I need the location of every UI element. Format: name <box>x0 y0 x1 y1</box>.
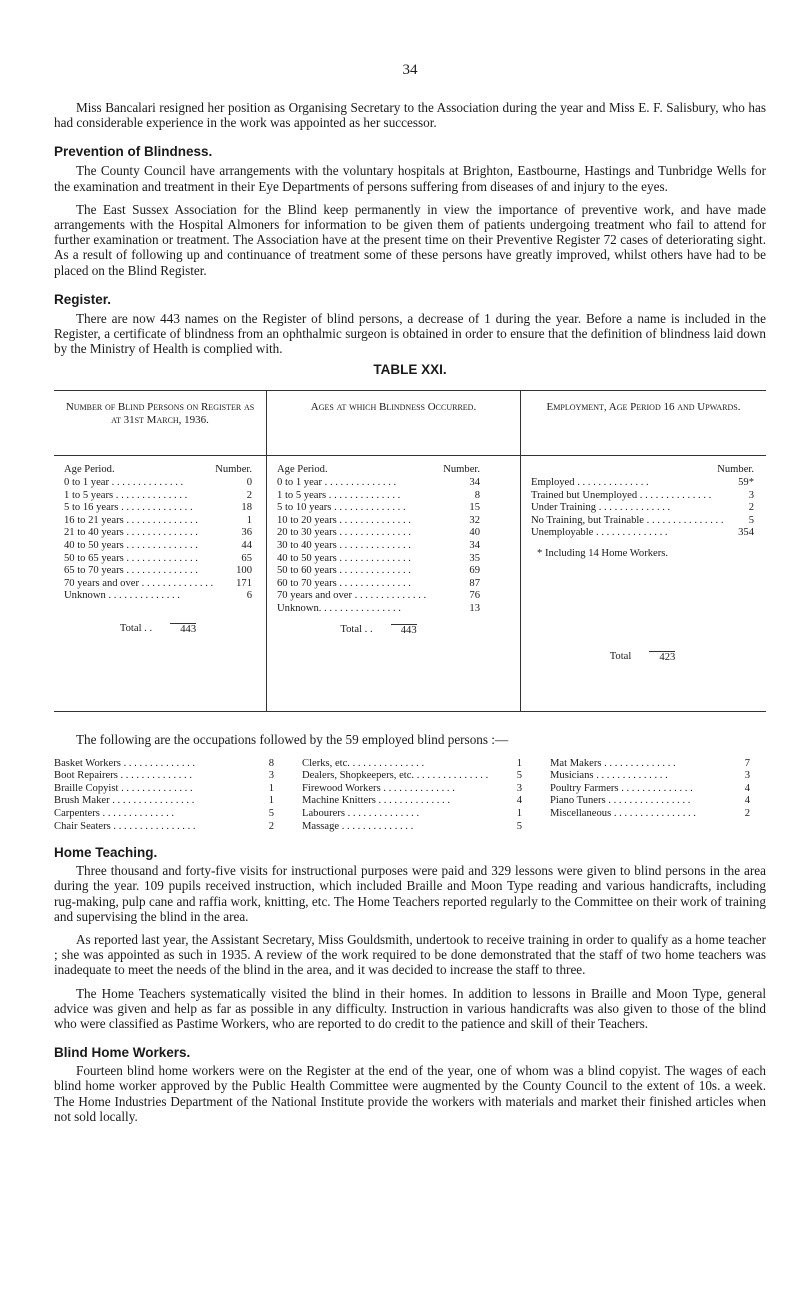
row-value: 5 <box>516 820 522 832</box>
row-label: Miscellaneous . . . . <box>550 808 720 821</box>
total-value: 443 <box>170 623 196 637</box>
row-value: 3 <box>516 782 522 794</box>
row-value: 3 <box>744 770 750 782</box>
row-value: 59* <box>738 477 754 489</box>
table-row <box>277 565 480 578</box>
row-value: 40 <box>469 527 480 539</box>
table-row <box>550 770 750 783</box>
table-row <box>302 783 522 796</box>
row-label: Piano Tuners . . . . <box>550 795 720 808</box>
table-row <box>302 758 522 771</box>
row-value: 5 <box>748 514 754 526</box>
row-label: Firewood Workers . . <box>302 783 492 796</box>
row-label: Boot Repairers . . <box>54 770 244 783</box>
row-value: 34 <box>469 540 480 551</box>
table-row <box>277 477 480 490</box>
row-value: 36 <box>241 527 252 539</box>
row-value: 0 <box>246 477 252 489</box>
register-heading: Register. <box>54 291 112 307</box>
prevention-heading: Prevention of Blindness. <box>54 144 213 160</box>
row-value: 3 <box>748 489 754 501</box>
blind-home-workers-heading: Blind Home Workers. <box>54 1045 191 1061</box>
table-title: TABLE XXI. <box>373 362 447 378</box>
total-value: 423 <box>649 651 675 665</box>
table-row <box>54 795 274 808</box>
row-value: 1 <box>516 757 522 769</box>
table-row <box>54 770 274 783</box>
row-label: Brush Maker . . . . <box>54 795 244 808</box>
table-row <box>550 758 750 771</box>
row-label: 1 to 5 years . . <box>277 490 450 503</box>
row-value: 15 <box>469 502 480 514</box>
number-head: Number. <box>443 464 480 476</box>
table-row <box>54 821 274 834</box>
row-value: 35 <box>469 552 480 564</box>
table-row <box>277 490 480 503</box>
row-label: Unknown. . . . <box>277 603 450 616</box>
row-label: 0 to 1 year . . <box>277 477 450 490</box>
prevention-p2: The East Sussex Association for the Blind keep permanently in view the importance of preventive work, and have made arrangements with the Hospital Almoners for information to be given them of patients undergoing treatment who fail to attend for further examination or treatment. The Association have at the present time on their Preventive Register 72 cases of deteriorating sight. As a result of following up and continuance of treatment some of these persons have greatly improved, whilst others have had to be placed on the Blind Register. <box>54 201 766 278</box>
table-row <box>54 808 274 821</box>
row-label: Chair Seaters . . . . <box>54 821 244 834</box>
row-label: 16 to 21 years . . <box>64 515 222 528</box>
row-label: 21 to 40 years . . <box>64 527 222 540</box>
table-row <box>64 565 252 578</box>
table-row <box>277 540 480 553</box>
row-value: 44 <box>241 540 252 551</box>
row-label: Massage . . <box>302 821 492 834</box>
row-value: 354 <box>738 527 754 539</box>
row-value: 171 <box>236 577 252 589</box>
row-label: 0 to 1 year . . <box>64 477 222 490</box>
table-row <box>54 758 274 771</box>
row-label: Unemployable . . <box>531 527 724 540</box>
table-row <box>64 540 252 553</box>
table-row <box>302 821 522 834</box>
table-row <box>550 795 750 808</box>
row-value: 87 <box>469 577 480 589</box>
table-header-rule <box>54 455 766 456</box>
row-label: 40 to 50 years . . <box>277 553 450 566</box>
row-label: Employed . . <box>531 477 724 490</box>
age-period-head: Age Period. <box>277 464 328 476</box>
table-row <box>277 527 480 540</box>
table-row <box>64 515 252 528</box>
table-row <box>550 783 750 796</box>
column-header: Employment, Age Period 16 and Upwards. <box>546 401 741 414</box>
row-label: 60 to 70 years . . <box>277 578 450 591</box>
table-row <box>302 808 522 821</box>
row-label: Labourers . . <box>302 808 492 821</box>
table-row <box>277 553 480 566</box>
row-value: 13 <box>469 602 480 614</box>
table-row <box>277 515 480 528</box>
table-row <box>64 578 252 591</box>
row-label: Dealers, Shopkeepers, etc. . . <box>302 770 492 783</box>
row-label: 65 to 70 years . . <box>64 565 222 578</box>
row-value: 7 <box>744 757 750 769</box>
total-label: Total <box>609 650 632 662</box>
row-value: 18 <box>241 502 252 514</box>
table-row <box>531 477 754 490</box>
row-label: Basket Workers . . <box>54 758 244 771</box>
table-row <box>531 502 754 515</box>
table-divider <box>266 391 267 711</box>
row-value: 76 <box>469 590 480 602</box>
blind-home-workers-p1: Fourteen blind home workers were on the Register at the end of the year, one of whom was a blind copyist. The wages of each blind home worker approved by the Public Health Committee were augmented by the County Council to the extent of 10s. a week. The Home Industries Department of the National Institute provide the workers with materials and market their finished articles when not sold locally. <box>54 1063 766 1124</box>
table-row <box>550 808 750 821</box>
table-row <box>277 603 480 616</box>
home-teaching-p3: The Home Teachers systematically visited the blind in their homes. In addition to lessons in Braille and Moon Type, general advice was given and help as far as possible in any difficulty. Instruction in various handicrafts was also given to those of the blind who were classified as Pastime Workers, who are reported to do credit to the patience and skill of their Teachers. <box>54 985 766 1032</box>
total-value: 443 <box>391 624 417 638</box>
row-value: 8 <box>268 757 274 769</box>
home-teaching-p1: Three thousand and forty-five visits for instructional purposes were paid and 329 lessons were given to blind persons in the area during the year. 109 pupils received instruction, which included Braille and Moon Type reading and various handicrafts, including rug-making, pulp cane and raffia work, knitting, etc. The Home Teachers reported regularly to the Committee on their work of training and supervising the blind in the area. <box>54 863 766 924</box>
table-row <box>277 502 480 515</box>
row-label: Mat Makers . . <box>550 758 720 771</box>
row-value: 69 <box>469 565 480 577</box>
column-header: Number of Blind Persons on Register as at 31st March, 1936. <box>65 401 255 427</box>
table-row <box>64 502 252 515</box>
row-label: 50 to 65 years . . <box>64 553 222 566</box>
row-value: 2 <box>246 489 252 501</box>
row-value: 6 <box>246 590 252 602</box>
row-label: Machine Knitters . . <box>302 795 492 808</box>
table-row <box>302 795 522 808</box>
row-label: 1 to 5 years . . <box>64 490 222 503</box>
home-teaching-heading: Home Teaching. <box>54 845 158 861</box>
total-label: Total . . <box>340 623 373 635</box>
row-label: 10 to 20 years . . <box>277 515 450 528</box>
row-value: 32 <box>469 514 480 526</box>
row-label: 30 to 40 years . . <box>277 540 450 553</box>
row-value: 8 <box>474 489 480 501</box>
table-row <box>302 770 522 783</box>
row-label: No Training, but Trainable . . . . <box>531 515 724 528</box>
row-value: 2 <box>744 808 750 820</box>
row-label: 70 years and over . . <box>64 578 222 591</box>
table-row <box>64 490 252 503</box>
table-xxi <box>54 390 766 712</box>
row-label: Braille Copyist . . <box>54 783 244 796</box>
row-value: 4 <box>516 795 522 807</box>
row-label: 5 to 10 years . . <box>277 502 450 515</box>
row-label: Carpenters . . <box>54 808 244 821</box>
row-label: Under Training . . <box>531 502 724 515</box>
row-label: 70 years and over . . <box>277 590 450 603</box>
row-value: 2 <box>268 820 274 832</box>
row-value: 1 <box>268 795 274 807</box>
row-value: 5 <box>516 770 522 782</box>
row-value: 100 <box>236 565 252 577</box>
intro-paragraph: Miss Bancalari resigned her position as Organising Secretary to the Association during the year and Miss E. F. Salisbury, who has had considerable experience in the work was appointed as her successor. <box>54 100 766 131</box>
row-label: 20 to 30 years . . <box>277 527 450 540</box>
row-label: 50 to 60 years . . <box>277 565 450 578</box>
table-divider <box>520 391 521 711</box>
row-value: 4 <box>744 795 750 807</box>
prevention-p1: The County Council have arrangements with the voluntary hospitals at Brighton, Eastbourne, Hastings and Tunbridge Wells for the examination and treatment in their Eye Departments of persons suffering from diseases of and injury to the eyes. <box>54 163 766 194</box>
row-value: 2 <box>748 502 754 514</box>
number-head: Number. <box>717 464 754 476</box>
row-value: 34 <box>469 477 480 489</box>
row-value: 3 <box>268 770 274 782</box>
number-head: Number. <box>215 464 252 476</box>
total-label: Total . . <box>119 622 153 634</box>
row-value: 1 <box>246 514 252 526</box>
table-row <box>54 783 274 796</box>
row-value: 5 <box>268 808 274 820</box>
row-value: 1 <box>268 782 274 794</box>
table-row <box>64 477 252 490</box>
register-p1: There are now 443 names on the Register of blind persons, a decrease of 1 during the year. Before a name is included in the Register, a certificate of blindness from an ophthalmic surgeon is obtained in order to ensure that the definition of blindness laid down by the Ministry of Health is complied with. <box>54 310 766 357</box>
home-teaching-p2: As reported last year, the Assistant Secretary, Miss Gouldsmith, undertook to receive training in order to qualify as a home teacher ; she was appointed as such in 1935. A review of the work required to be done demonstrated that the staff of two home teachers was inadequate to meet the needs of the blind in the area, and it was decided to increase the staff to three. <box>54 932 766 978</box>
table-row <box>531 527 754 540</box>
row-label: Unknown . . <box>64 590 222 603</box>
row-label: Poultry Farmers . . <box>550 783 720 796</box>
column-header: Ages at which Blindness Occurred. <box>310 401 477 414</box>
table-row <box>277 578 480 591</box>
row-label: Clerks, etc. . . <box>302 758 492 771</box>
table-row <box>64 553 252 566</box>
row-value: 65 <box>241 552 252 564</box>
row-label: 40 to 50 years . . <box>64 540 222 553</box>
page <box>54 0 766 1124</box>
age-period-head: Age Period. <box>64 464 115 476</box>
table-row <box>531 490 754 503</box>
table-row <box>64 527 252 540</box>
table-row <box>64 590 252 603</box>
row-value: 1 <box>516 808 522 820</box>
page-number: 34 <box>402 62 418 78</box>
footnote: * Including 14 Home Workers. <box>537 548 669 559</box>
row-label: Musicians . . <box>550 770 720 783</box>
table-row <box>277 590 480 603</box>
occupations-intro: The following are the occupations followed by the 59 employed blind persons :— <box>76 732 509 748</box>
occupations-list <box>54 758 766 834</box>
table-row <box>531 515 754 528</box>
row-label: 5 to 16 years . . <box>64 502 222 515</box>
row-value: 4 <box>744 782 750 794</box>
row-label: Trained but Unemployed . . <box>531 490 724 503</box>
